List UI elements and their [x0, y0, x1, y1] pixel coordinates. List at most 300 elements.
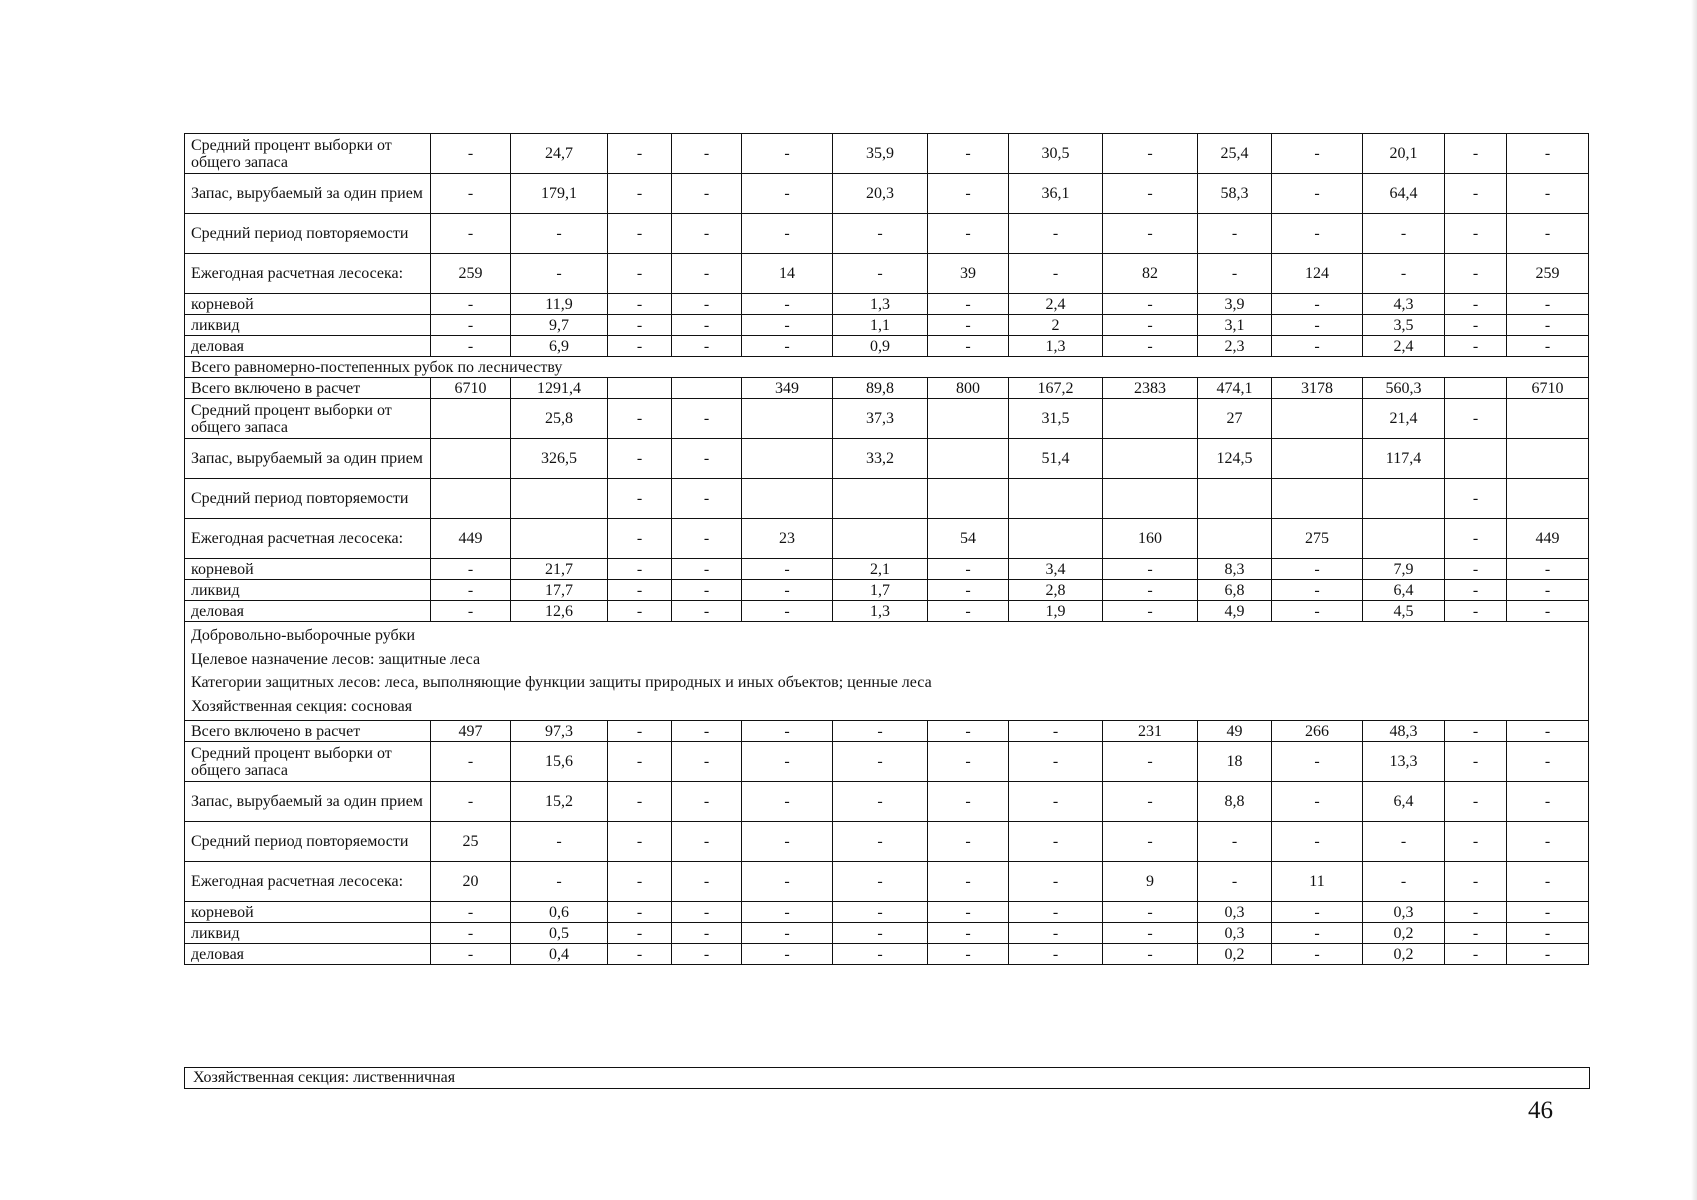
table-cell: - — [608, 336, 672, 357]
table-cell: - — [1272, 214, 1363, 254]
table-cell: - — [1272, 822, 1363, 862]
table-cell: 17,7 — [511, 580, 608, 601]
table-cell: 2 — [1009, 315, 1103, 336]
table-cell: - — [431, 782, 511, 822]
table-cell: - — [511, 822, 608, 862]
table-cell: 20,3 — [833, 174, 928, 214]
table-cell: 35,9 — [833, 134, 928, 174]
table-row — [185, 315, 1589, 336]
table-cell: - — [1445, 601, 1507, 622]
table-cell: 0,3 — [1198, 923, 1272, 944]
table-cell: 1,9 — [1009, 601, 1103, 622]
table-cell: - — [928, 782, 1009, 822]
table-cell: - — [608, 294, 672, 315]
table-cell: - — [1507, 923, 1589, 944]
table-cell: - — [833, 923, 928, 944]
table-cell: 64,4 — [1363, 174, 1445, 214]
table-row — [185, 439, 1589, 479]
table-cell: - — [1445, 214, 1507, 254]
row-label: Запас, вырубаемый за один прием — [185, 782, 431, 822]
table-row — [185, 782, 1589, 822]
table-cell: - — [928, 721, 1009, 742]
row-label: ликвид — [185, 315, 431, 336]
table-cell: 25,8 — [511, 399, 608, 439]
table-cell: - — [742, 721, 833, 742]
table-cell: - — [928, 862, 1009, 902]
table-cell: - — [742, 294, 833, 315]
table-cell: 1,3 — [833, 294, 928, 315]
table-cell — [1272, 399, 1363, 439]
table-cell: - — [672, 742, 742, 782]
table-cell: 8,8 — [1198, 782, 1272, 822]
table-cell: - — [672, 399, 742, 439]
table-cell: 27 — [1198, 399, 1272, 439]
table-cell: 1,3 — [1009, 336, 1103, 357]
table-cell: - — [608, 742, 672, 782]
table-cell: - — [833, 862, 928, 902]
table-cell: 18 — [1198, 742, 1272, 782]
table-cell: - — [1272, 134, 1363, 174]
table-cell: 25 — [431, 822, 511, 862]
table-cell: - — [608, 174, 672, 214]
table-cell: - — [431, 134, 511, 174]
table-cell: - — [672, 944, 742, 965]
table-cell: 11,9 — [511, 294, 608, 315]
table-cell: 25,4 — [1198, 134, 1272, 174]
table-cell: - — [1198, 214, 1272, 254]
table-cell: 54 — [928, 519, 1009, 559]
table-cell: - — [928, 601, 1009, 622]
table-cell: - — [833, 822, 928, 862]
table-cell: - — [1445, 862, 1507, 902]
table-cell: 1291,4 — [511, 378, 608, 399]
table-cell: - — [431, 742, 511, 782]
table-cell: - — [608, 315, 672, 336]
table-cell: 0,3 — [1363, 902, 1445, 923]
table-cell — [1363, 519, 1445, 559]
table-cell: - — [742, 336, 833, 357]
table-cell — [1507, 479, 1589, 519]
table-cell — [511, 479, 608, 519]
table-row — [185, 923, 1589, 944]
table-cell: - — [1198, 254, 1272, 294]
table-cell: - — [1272, 315, 1363, 336]
table-cell: - — [431, 601, 511, 622]
forestry-calculation-table — [184, 133, 1589, 965]
table-cell: 15,6 — [511, 742, 608, 782]
table-cell: - — [608, 134, 672, 174]
table-cell: 12,6 — [511, 601, 608, 622]
table-cell: - — [1272, 336, 1363, 357]
table-cell: - — [672, 294, 742, 315]
table-cell: - — [1272, 742, 1363, 782]
table-cell: - — [1103, 742, 1198, 782]
table-cell: - — [1272, 902, 1363, 923]
table-cell: - — [833, 742, 928, 782]
table-cell: - — [1103, 336, 1198, 357]
table-cell: - — [1103, 944, 1198, 965]
table-row — [185, 742, 1589, 782]
table-cell: - — [672, 336, 742, 357]
row-label: Ежегодная расчетная лесосека: — [185, 254, 431, 294]
table-cell: 8,3 — [1198, 559, 1272, 580]
table-cell: 9,7 — [511, 315, 608, 336]
table-cell: 21,7 — [511, 559, 608, 580]
table-cell: 275 — [1272, 519, 1363, 559]
table-cell — [1507, 439, 1589, 479]
table-cell: 0,3 — [1198, 902, 1272, 923]
table-row — [185, 862, 1589, 902]
scan-edge-shadow — [1691, 0, 1697, 1200]
table-cell: - — [1507, 134, 1589, 174]
table-cell: 2,3 — [1198, 336, 1272, 357]
table-cell: 449 — [431, 519, 511, 559]
table-cell: - — [608, 601, 672, 622]
table-cell: - — [672, 479, 742, 519]
table-row — [185, 378, 1589, 399]
page-number: 46 — [1528, 1097, 1553, 1124]
table-cell: - — [928, 294, 1009, 315]
table-cell: - — [1445, 479, 1507, 519]
table-cell: - — [742, 559, 833, 580]
table-cell — [1009, 519, 1103, 559]
table-cell: - — [1507, 742, 1589, 782]
table-cell: 2,4 — [1363, 336, 1445, 357]
row-label: Средний период повторяемости — [185, 822, 431, 862]
table-cell: 0,2 — [1198, 944, 1272, 965]
row-label: корневой — [185, 559, 431, 580]
table-cell: - — [672, 902, 742, 923]
table-cell: 89,8 — [833, 378, 928, 399]
table-cell: - — [1009, 822, 1103, 862]
table-cell: - — [431, 214, 511, 254]
table-cell: - — [1103, 902, 1198, 923]
table-cell — [928, 479, 1009, 519]
table-cell: - — [928, 214, 1009, 254]
table-cell: - — [431, 559, 511, 580]
table-cell: - — [672, 923, 742, 944]
table-cell — [1272, 479, 1363, 519]
table-cell: - — [1507, 559, 1589, 580]
table-cell: 49 — [1198, 721, 1272, 742]
table-cell: 24,7 — [511, 134, 608, 174]
table-cell — [672, 378, 742, 399]
table-cell: - — [1445, 315, 1507, 336]
table-cell: 23 — [742, 519, 833, 559]
table-cell: - — [1272, 580, 1363, 601]
table-cell: - — [1445, 944, 1507, 965]
table-cell: - — [672, 174, 742, 214]
table-cell: - — [1445, 742, 1507, 782]
table-cell — [1009, 479, 1103, 519]
table-cell: - — [1363, 822, 1445, 862]
section-header-line: Категории защитных лесов: леса, выполняющие функции защиты природных и иных объектов; ценные леса — [191, 674, 932, 691]
table-cell: 266 — [1272, 721, 1363, 742]
table-cell: - — [1507, 336, 1589, 357]
table-cell: 6,4 — [1363, 580, 1445, 601]
table-cell: 37,3 — [833, 399, 928, 439]
table-cell: 0,2 — [1363, 923, 1445, 944]
table-cell: - — [672, 439, 742, 479]
row-label: Запас, вырубаемый за один прием — [185, 174, 431, 214]
table-cell: 39 — [928, 254, 1009, 294]
row-label: ликвид — [185, 580, 431, 601]
table-cell: 11 — [1272, 862, 1363, 902]
table-cell: - — [608, 944, 672, 965]
table-cell — [833, 479, 928, 519]
row-label: Средний период повторяемости — [185, 479, 431, 519]
table-cell: - — [928, 580, 1009, 601]
table-cell: - — [1103, 214, 1198, 254]
table-cell: - — [608, 479, 672, 519]
table-cell: - — [1445, 519, 1507, 559]
table-cell: 231 — [1103, 721, 1198, 742]
table-cell: 2,8 — [1009, 580, 1103, 601]
table-cell — [608, 378, 672, 399]
table-cell: - — [431, 294, 511, 315]
table-cell: - — [431, 336, 511, 357]
table-cell: - — [1009, 923, 1103, 944]
table-cell: 1,7 — [833, 580, 928, 601]
table-cell: 167,2 — [1009, 378, 1103, 399]
table-cell: - — [742, 862, 833, 902]
table-cell: - — [1272, 944, 1363, 965]
table-cell: - — [742, 944, 833, 965]
table-cell: - — [742, 580, 833, 601]
table-cell: - — [1507, 294, 1589, 315]
table-cell: - — [672, 862, 742, 902]
table-cell: - — [1103, 580, 1198, 601]
table-cell: - — [1272, 601, 1363, 622]
table-cell: - — [608, 782, 672, 822]
table-cell: 36,1 — [1009, 174, 1103, 214]
table-row — [185, 519, 1589, 559]
table-cell: - — [742, 923, 833, 944]
table-cell: - — [1009, 254, 1103, 294]
table-cell: - — [742, 315, 833, 336]
table-cell: 48,3 — [1363, 721, 1445, 742]
table-cell: 800 — [928, 378, 1009, 399]
table-cell: - — [1507, 782, 1589, 822]
table-cell: - — [1507, 601, 1589, 622]
section-header-row — [185, 622, 1589, 721]
table-cell: - — [1445, 580, 1507, 601]
table-cell: - — [833, 214, 928, 254]
row-label: Всего включено в расчет — [185, 721, 431, 742]
section-header-line: Целевое назначение лесов: защитные леса — [191, 650, 481, 668]
row-label: Ежегодная расчетная лесосека: — [185, 862, 431, 902]
table-cell: - — [1009, 721, 1103, 742]
table-cell: - — [742, 902, 833, 923]
table-cell: - — [1009, 782, 1103, 822]
table-row — [185, 601, 1589, 622]
table-cell: - — [1103, 315, 1198, 336]
table-cell: 7,9 — [1363, 559, 1445, 580]
table-cell: - — [672, 315, 742, 336]
table-row — [185, 174, 1589, 214]
table-cell: 349 — [742, 378, 833, 399]
table-cell: 124 — [1272, 254, 1363, 294]
table-cell: - — [833, 721, 928, 742]
table-cell: 58,3 — [1198, 174, 1272, 214]
table-cell: - — [1103, 174, 1198, 214]
table-row — [185, 399, 1589, 439]
table-cell: - — [511, 862, 608, 902]
table-cell: - — [1272, 294, 1363, 315]
table-cell: - — [1507, 721, 1589, 742]
table-cell: - — [431, 944, 511, 965]
table-cell: - — [1445, 174, 1507, 214]
table-cell: - — [1507, 214, 1589, 254]
table-cell: - — [928, 174, 1009, 214]
table-cell — [511, 519, 608, 559]
table-cell: - — [742, 742, 833, 782]
table-cell: 6710 — [1507, 378, 1589, 399]
table-cell: 1,1 — [833, 315, 928, 336]
table-cell: - — [1198, 822, 1272, 862]
table-row — [185, 479, 1589, 519]
table-cell: - — [1198, 862, 1272, 902]
table-cell: - — [1445, 399, 1507, 439]
table-cell: 326,5 — [511, 439, 608, 479]
table-cell: 9 — [1103, 862, 1198, 902]
table-cell: - — [742, 822, 833, 862]
table-cell: - — [672, 254, 742, 294]
forestry-calculation-table-container — [184, 133, 1588, 965]
table-cell: - — [1272, 559, 1363, 580]
table-cell: - — [1103, 822, 1198, 862]
table-cell: - — [928, 336, 1009, 357]
table-cell: - — [1009, 862, 1103, 902]
table-cell — [833, 519, 928, 559]
table-cell — [1445, 378, 1507, 399]
table-cell: - — [608, 214, 672, 254]
table-row — [185, 721, 1589, 742]
table-cell: - — [431, 580, 511, 601]
table-cell: 20,1 — [1363, 134, 1445, 174]
table-cell: - — [1507, 580, 1589, 601]
table-cell — [431, 479, 511, 519]
table-cell: 3,1 — [1198, 315, 1272, 336]
table-row — [185, 134, 1589, 174]
table-cell: - — [1272, 923, 1363, 944]
row-label: деловая — [185, 336, 431, 357]
table-cell: - — [431, 902, 511, 923]
table-cell: 33,2 — [833, 439, 928, 479]
table-cell: 4,3 — [1363, 294, 1445, 315]
table-cell: 1,3 — [833, 601, 928, 622]
table-cell: - — [742, 782, 833, 822]
table-cell: 560,3 — [1363, 378, 1445, 399]
table-cell: - — [608, 254, 672, 294]
table-cell: - — [833, 254, 928, 294]
section-header-line: Добровольно-выборочные рубки — [191, 627, 416, 644]
table-cell — [1445, 439, 1507, 479]
table-cell: - — [742, 134, 833, 174]
table-cell: - — [928, 742, 1009, 782]
table-row — [185, 822, 1589, 862]
table-cell: 160 — [1103, 519, 1198, 559]
table-cell: - — [1445, 721, 1507, 742]
table-cell: 474,1 — [1198, 378, 1272, 399]
table-cell: 30,5 — [1009, 134, 1103, 174]
table-cell: - — [608, 580, 672, 601]
table-cell: - — [1103, 782, 1198, 822]
table-cell: - — [1272, 782, 1363, 822]
table-cell: - — [1507, 902, 1589, 923]
table-cell: 0,9 — [833, 336, 928, 357]
table-cell: - — [608, 862, 672, 902]
table-cell: - — [672, 782, 742, 822]
table-cell: - — [1445, 559, 1507, 580]
row-label: ликвид — [185, 923, 431, 944]
table-cell: 6,4 — [1363, 782, 1445, 822]
table-cell: 2383 — [1103, 378, 1198, 399]
table-cell: - — [1445, 294, 1507, 315]
table-cell: - — [928, 944, 1009, 965]
table-cell: - — [833, 944, 928, 965]
table-row — [185, 580, 1589, 601]
table-cell: - — [672, 559, 742, 580]
table-cell: 14 — [742, 254, 833, 294]
table-cell: - — [1009, 742, 1103, 782]
table-cell: 117,4 — [1363, 439, 1445, 479]
row-label: корневой — [185, 902, 431, 923]
table-cell: - — [608, 923, 672, 944]
table-cell: - — [1445, 336, 1507, 357]
table-cell: 259 — [431, 254, 511, 294]
row-label: деловая — [185, 601, 431, 622]
table-cell: 124,5 — [1198, 439, 1272, 479]
table-cell: - — [1009, 902, 1103, 923]
table-cell: 2,1 — [833, 559, 928, 580]
table-cell — [1507, 399, 1589, 439]
table-cell: 0,4 — [511, 944, 608, 965]
table-row — [185, 559, 1589, 580]
table-cell: 0,5 — [511, 923, 608, 944]
row-label: Средний период повторяемости — [185, 214, 431, 254]
table-cell: - — [431, 174, 511, 214]
table-cell: - — [1445, 923, 1507, 944]
table-cell — [1198, 479, 1272, 519]
table-cell: - — [672, 519, 742, 559]
table-cell — [1272, 439, 1363, 479]
table-cell: - — [608, 519, 672, 559]
table-cell: 3,5 — [1363, 315, 1445, 336]
row-label: Средний процент выборки от общего запаса — [185, 742, 431, 782]
table-cell: - — [928, 134, 1009, 174]
table-cell: - — [1103, 294, 1198, 315]
table-cell: 97,3 — [511, 721, 608, 742]
table-cell: - — [1272, 174, 1363, 214]
table-cell: 0,2 — [1363, 944, 1445, 965]
table-cell: - — [1507, 862, 1589, 902]
table-cell: - — [431, 315, 511, 336]
table-cell: - — [1445, 822, 1507, 862]
table-cell: 6710 — [431, 378, 511, 399]
table-cell: - — [742, 214, 833, 254]
table-cell: 0,6 — [511, 902, 608, 923]
section-header-line: Хозяйственная секция: сосновая — [191, 697, 413, 715]
table-cell: - — [833, 902, 928, 923]
section-header-larch: Хозяйственная секция: лиственничная — [184, 1067, 1590, 1089]
table-cell: - — [672, 580, 742, 601]
table-row — [185, 214, 1589, 254]
section-header-row — [185, 357, 1589, 378]
table-cell: - — [431, 923, 511, 944]
table-cell: 6,9 — [511, 336, 608, 357]
table-cell: - — [672, 721, 742, 742]
